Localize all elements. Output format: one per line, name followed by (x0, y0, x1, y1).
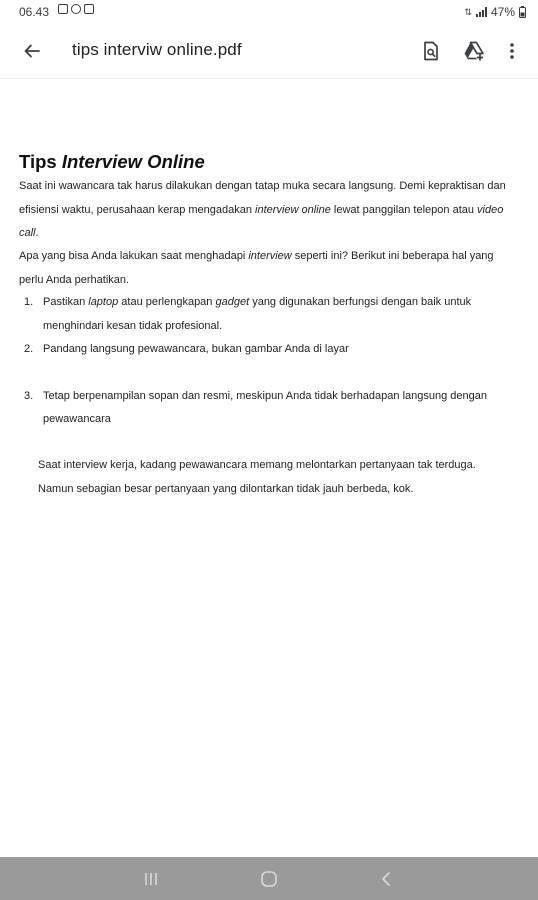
text-run: . (35, 227, 39, 239)
text-run: seperti ini? Berikut ini beberapa hal yang perlu Anda perhatikan. (19, 250, 494, 286)
notification-icons (58, 4, 94, 14)
status-bar (0, 0, 538, 24)
recent-apps-icon (144, 872, 158, 886)
pdf-page[interactable] (0, 79, 538, 857)
document-title: tips interviw online.pdf (72, 40, 242, 59)
italic-text: interview online (255, 203, 331, 216)
text-run: Saat ini wawancara tak harus dilakukan dengan tatap muka secara langsung. Demi kepraktisan dan efisiensi waktu, perusahaan kerap mengadakan (19, 180, 506, 216)
more-options-button[interactable] (497, 36, 527, 66)
back-nav-button[interactable] (372, 867, 400, 891)
back-button[interactable] (16, 36, 48, 66)
add-to-drive-button[interactable] (459, 36, 489, 66)
data-arrows-icon: ⇅ (464, 6, 472, 17)
more-vert-icon (509, 42, 515, 60)
closing-paragraph: Saat interview kerja, kadang pewawancara memang melontarkan pertanyaan tak terduga. Namun sebagian besar pertanyaan yang dilontarkan tidak jauh berbeda, kok. (38, 459, 476, 495)
list-number: 2. (24, 343, 34, 355)
text-run: yang digunakan berfungsi dengan baik untuk menghindari kesan tidak profesional. (43, 296, 472, 332)
text-run: Tetap berpenampilan sopan dan resmi, meskipun Anda tidak berhadapan langsung dengan pewawancara (43, 389, 487, 425)
list-number: 3. (24, 389, 34, 402)
text-run: Pastikan (43, 296, 89, 308)
system-navigation-bar (0, 857, 538, 900)
document-search-icon (422, 41, 440, 61)
home-icon (260, 870, 278, 888)
list-item (19, 385, 514, 432)
heading-italic-part: Interview Online (61, 151, 205, 172)
home-button[interactable] (255, 867, 283, 891)
battery-icon (519, 6, 526, 18)
battery-percent: 47% (490, 5, 515, 19)
find-in-document-button[interactable] (416, 36, 446, 66)
italic-text: laptop (88, 296, 119, 308)
heading-part: Tips (19, 151, 62, 172)
list-item (19, 291, 514, 338)
italic-text: video call (19, 203, 504, 239)
status-right (464, 5, 526, 19)
recent-apps-button[interactable] (137, 867, 165, 891)
whatsapp-notification-icon (71, 4, 81, 14)
back-arrow-icon (23, 42, 41, 60)
document-heading (19, 151, 205, 173)
list-number: 1. (24, 296, 34, 308)
list-item (19, 338, 514, 362)
text-run: lewat panggilan telepon atau (330, 203, 478, 216)
text-run: Apa yang bisa Anda lakukan saat menghadapi (19, 250, 249, 262)
status-time: 06.43 (19, 5, 50, 19)
app-bar (0, 24, 538, 79)
gallery-notification-icon (58, 4, 68, 14)
back-nav-icon (380, 871, 392, 887)
question-paragraph (19, 245, 514, 292)
text-run: Pandang langsung pewawancara, bukan gambar Anda di layar (43, 343, 349, 355)
signal-icon (476, 7, 487, 17)
message-notification-icon (84, 4, 94, 14)
italic-text: interview (248, 250, 292, 262)
drive-add-icon (463, 41, 485, 61)
italic-text: gadget (215, 296, 250, 308)
tips-list (19, 291, 514, 432)
intro-paragraph (19, 175, 514, 246)
text-run: atau perlengkapan (118, 296, 216, 308)
